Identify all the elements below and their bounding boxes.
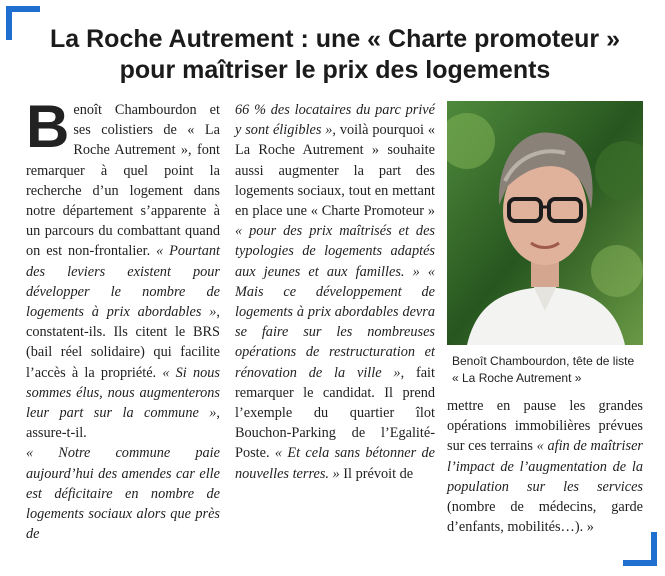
quote: « Notre commune paie aujourd’hui des amendes car elle est déficitaire en nombre de logements sociaux alors que près de (26, 445, 220, 543)
paragraph-2 (26, 443, 220, 544)
paragraph-1 (26, 93, 220, 443)
text: enoît Chambourdon et ses colistiers de « La Roche Autrement », font remarquer à quel point la recherche d’un logement dans notre département s’apparente à un parcours du combattant quand on est non-frontalier. (26, 102, 220, 260)
quote: « afin de maîtriser l’impact de l’augmentation de la population sur les services (447, 438, 643, 495)
headline-line-1: La Roche Autrement : une « Charte promoteur » (50, 25, 620, 53)
text: , fait remarquer le candidat. Il prend l’exemple du quartier îlot Bouchon-Parking de l’Egalité-Poste. (235, 364, 435, 462)
text: , assure-t-il. (26, 405, 220, 442)
paragraph-3 (235, 100, 435, 484)
quote: « pour des prix maîtrisés et des typologies de logements adaptés aux jeunes et aux familles. » « Mais ce développement de logements à prix abordables devra se faire sur les nombreuses opérations de restructuration et rénovation de la ville » (235, 223, 435, 381)
headline (30, 24, 640, 86)
paragraph-4 (447, 396, 643, 537)
quote: « Pourtant des leviers existent pour développer le nombre de logements à prix abordables » (26, 243, 220, 321)
text: (nombre de médecins, garde d’enfants, mobilités…). » (447, 499, 643, 536)
quote: 66 % des locataires du parc privé y sont éligibles » (235, 102, 435, 139)
article-column-3 (447, 396, 643, 537)
quote: « Si nous sommes élus, nous augmenterons leur part sur la commune » (26, 364, 220, 422)
portrait-illustration (447, 101, 643, 345)
article-column-1 (26, 93, 220, 544)
headline-line-2: pour maîtriser le prix des logements (119, 56, 551, 84)
text: , voilà pourquoi « La Roche Autrement » souhaite aussi augmenter la part des logements sociaux, tout en mettant en place une « Charte Promoteur » (235, 122, 435, 220)
quote: « Et cela sans bétonner de nouvelles terres. » (235, 445, 435, 482)
article-column-2 (235, 100, 435, 484)
portrait-photo (447, 101, 643, 345)
text: Il prévoit de (339, 465, 414, 482)
text: mettre en pause les grandes opérations immobilières prévues sur ces terrains (447, 398, 643, 455)
drop-cap: B (26, 93, 70, 160)
photo-caption: Benoît Chambourdon, tête de liste « La Roche Autrement » (452, 354, 635, 385)
corner-bracket-bottom-right (623, 532, 657, 566)
text: , constatent-ils. Ils citent le BRS (bail réel solidaire) qui facilite l’accès à la propriété. (26, 304, 220, 381)
